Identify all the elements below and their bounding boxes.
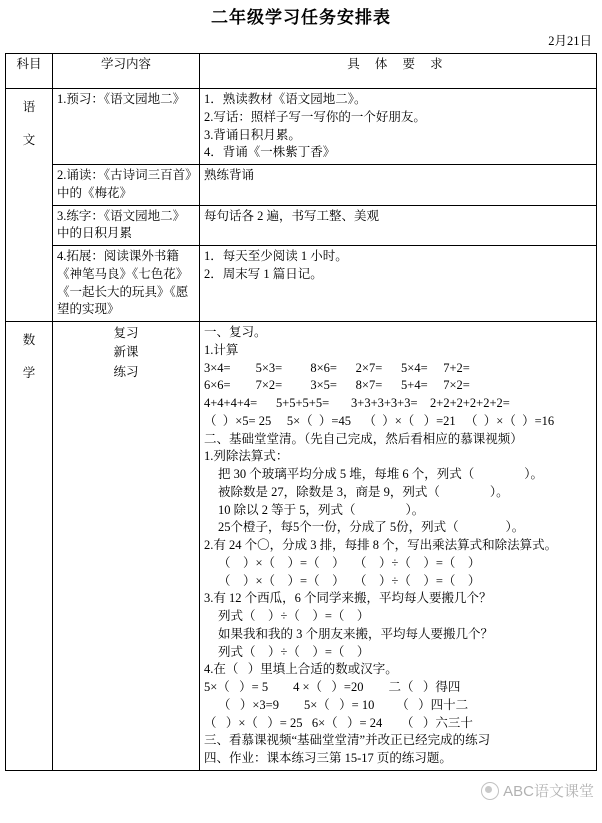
subject-chinese: [6, 89, 53, 322]
table-row: [6, 89, 597, 165]
header-content: 学习内容: [53, 54, 200, 89]
math-line: 如果我和我的 3 个朋友来搬，平均每人要搬几个？: [218, 626, 494, 641]
requirement-line: 2.写话：照样子写一写你的一个好朋友。: [204, 109, 426, 124]
math-line: 2.有 24 个〇，分成 3 排，每排 8 个，写出乘法算式和除法算式。: [204, 538, 558, 552]
watermark: [481, 780, 594, 801]
requirement-chinese-4: [200, 246, 597, 322]
math-line: 4+4+4+4= 5+5+5+5= 3+3+3+3+3= 2+2+2+2+2+2=: [204, 396, 510, 410]
table-row: [6, 322, 597, 771]
math-line: 25个橙子，每5个一份，分成了 5份，列式（ ）。: [218, 520, 525, 535]
requirement-line: 2．周末写 1 篇日记。: [204, 266, 323, 281]
math-line: （ ）×（ ）= 25 6×（ ）= 24 （ ）六三十: [204, 715, 473, 730]
content-chinese-1: 1.预习：《语文园地二》: [53, 89, 200, 165]
requirement-chinese-3: 每句话各 2 遍，书写工整、美观: [200, 205, 597, 246]
table-row: [6, 246, 597, 322]
math-line: 5×（ ）= 5 4 ×（ ）=20 二（ ）得四: [204, 680, 461, 694]
requirement-line: 4．背诵《一株紫丁香》: [204, 145, 336, 160]
math-line: 把 30 个玻璃平均分成 5 堆，每堆 6 个，列式（ ）。: [218, 467, 544, 481]
requirement-math: [200, 322, 597, 771]
table-row: [6, 205, 597, 246]
math-line: （ ）×（ ）=（ ） （ ）÷（ ）=（ ）: [218, 573, 481, 588]
math-line: 一、复习。: [204, 325, 267, 339]
math-line: 3.有 12 个西瓜，6 个同学来搬，平均每人要搬几个？: [204, 591, 492, 606]
math-line: 三、看慕课视频“基础堂堂清”并改正已经完成的练习: [204, 733, 491, 748]
requirement-line: 1．每天至少阅读 1 小时。: [204, 249, 348, 263]
subject-math-char-2: 学: [22, 365, 36, 380]
page-title: 二年级学习任务安排表: [211, 8, 391, 27]
math-line: 6×6= 7×2= 3×5= 8×7= 5+4= 7×2=: [204, 378, 470, 393]
content-math-line: 新课: [113, 345, 139, 360]
requirement-chinese-1: [200, 89, 597, 165]
content-chinese-3: 3.练字：《语文园地二》中的日积月累: [53, 205, 200, 246]
content-chinese-2: 2.诵读：《古诗词三百首》中的《梅花》: [53, 165, 200, 206]
math-line: 被除数是 27，除数是 3，商是 9，列式（ ）。: [218, 484, 509, 499]
content-chinese-4: 4.拓展：阅读课外书籍《神笔马良》《七色花》《一起长大的玩具》《愿望的实现》: [53, 246, 200, 322]
watermark-text: ABC语文课堂: [503, 783, 594, 800]
content-math-line: 练习: [113, 364, 139, 379]
watermark-logo-icon: [481, 782, 499, 800]
math-line: （ ）×（ ）=（ ） （ ）÷（ ）=（ ）: [218, 555, 481, 570]
math-line: 10 除以 2 等于 5，列式（ ）。: [218, 502, 425, 517]
subject-math-char-1: 数: [22, 333, 36, 347]
table-row: [6, 165, 597, 206]
math-line: 列式（ ）÷（ ）=（ ）: [218, 609, 370, 623]
subject-chinese-char-1: 语: [22, 100, 36, 114]
header-subject: 科目: [6, 54, 53, 89]
math-line: 二、基础堂堂清。（先自己完成，然后看相应的慕课视频）: [204, 431, 523, 446]
math-line: 1.列除法算式：: [204, 449, 289, 464]
math-line: 列式（ ）÷（ ）=（ ）: [218, 644, 370, 659]
header-requirement: 具 体 要 求: [200, 54, 597, 89]
math-line: 四、作业：课本练习三第 15-17 页的练习题。: [204, 751, 452, 765]
requirement-line: 3.背诵日积月累。: [204, 127, 301, 142]
table-header-row: [6, 54, 597, 89]
document-date: 2月21日: [548, 34, 592, 48]
requirement-line: 1．熟读教材《语文园地二》。: [204, 92, 367, 106]
content-math-line: 复习: [113, 326, 139, 340]
requirement-chinese-2: 熟练背诵: [200, 165, 597, 206]
subject-math: [6, 322, 53, 771]
subject-chinese-char-2: 文: [22, 132, 36, 147]
math-line: 4.在（ ）里填上合适的数或汉字。: [204, 662, 398, 677]
document-page: [0, 6, 602, 823]
math-line: 3×4= 5×3= 8×6= 2×7= 5×4= 7+2=: [204, 360, 470, 375]
task-schedule-table: [5, 53, 597, 771]
math-line: （ ）×3=9 5×（ ）= 10 （ ）四十二: [218, 697, 469, 712]
math-line: 1.计算: [204, 342, 239, 357]
math-line: （ ）×5= 25 5×（ ）=45 （ ）×（ ）=21 （ ）×（ ）=16: [204, 413, 555, 428]
content-math: [53, 322, 200, 771]
